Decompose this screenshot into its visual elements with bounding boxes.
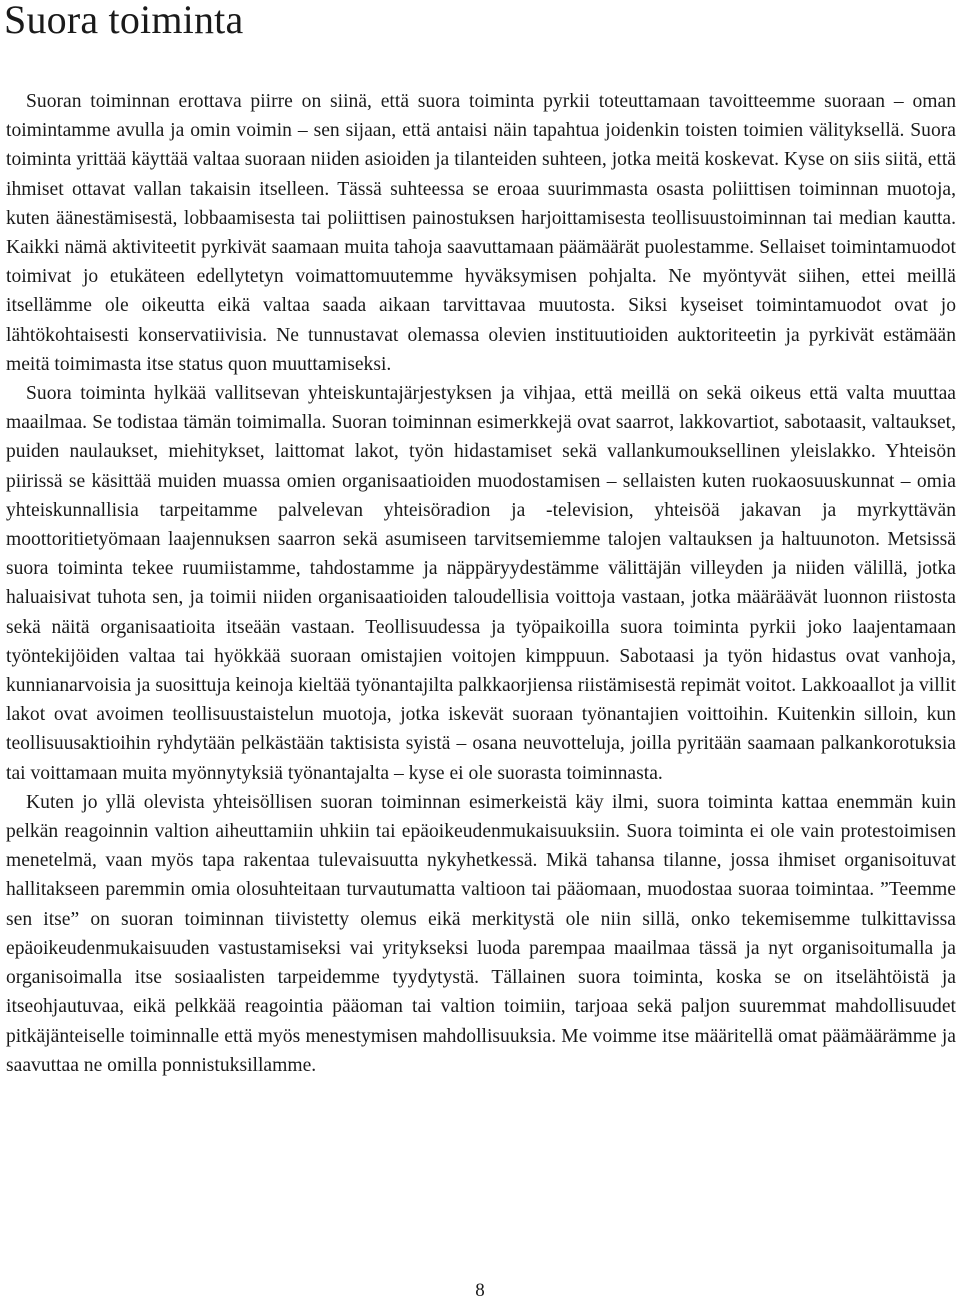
- paragraph: Suoran toiminnan erottava piirre on siinä, että suora toiminta pyrkii toteuttamaan tavoitteemme suoraan – oman toimintamme avulla ja omin voimin – sen sijaan, että antaisi näin tapahtua joidenkin toisten toimien välityksellä. Suora toiminta yrittää käyttää valtaa suoraan niiden asioiden ja tilanteiden suhteen, jotka meitä koskevat. Kyse on siis siitä, että ihmiset ottavat vallan takaisin itselleen. Tässä suhteessa se eroaa suurimmasta osasta poliittisen toiminnan muotoja, kuten äänestämisestä, lobbaamisesta tai poliittisen painostuksen harjoittamisesta teollisuustoiminnan tai median kautta. Kaikki nämä aktiviteetit pyrkivät saamaan muita tahoja saavuttamaan päämäärät puolestamme. Sellaiset toimintamuodot toimivat jo etukäteen edellytetyn voimattomuutemme hyväksymisen pohjalta. Ne myöntyvät siihen, ettei meillä itsellämme ole oikeutta eikä valtaa saada aikaan tarvittavaa muutosta. Siksi kyseiset toimintamuodot ovat jo lähtökohtaisesti konservatiivisia. Ne tunnustavat olemassa olevien instituutioiden auktoriteetin ja pyrkivät estämään meitä toimimasta itse status quon muuttamiseksi.: [6, 91, 956, 375]
- paragraph: Suora toiminta hylkää vallitsevan yhteiskuntajärjestyksen ja vihjaa, että meillä on sekä oikeus että valta muuttaa maailmaa. Se todistaa tämän toimimalla. Suoran toiminnan esimerkkejä ovat saarrot, lakkovartiot, sabotaasit, valtaukset, puiden naulaukset, miehitykset, laittomat lakot, työn hidastamiset sekä vallankumouksellinen yleislakko. Yhteisön piirissä se käsittää muiden muassa omien organisaatioiden muodostamisen – sellaisten kuten ruokaosuuskunnat – omia yhteiskunnallisia tarpeitamme palvelevan yhteisöradion ja -television, yhteisöä jakavan ja myrkyttävän moottoritietyömaan laajennuksen saarron sekä asumiseen tarvitsemiemme talojen valtauksen ja haltuunoton. Metsissä suora toiminta tekee ruumiistamme, tahdostamme ja näppäryydestämme välittäjän villeyden ja niiden välillä, jotka haluaisivat tuhota sen, ja toimii niiden organisaatioiden taloudellisia voittoja vastaan, jotka määräävät luonnon riistosta sekä näitä organisaatioita itseään vastaan. Teollisuudessa ja työpaikoilla suora toiminta pyrkii joko laajentamaan työntekijöiden valtaa tai hyökkää suoraan omistajien voitojen kimppuun. Sabotaasi ja työn hidastus ovat vanhoja, kunnianarvoisia ja suosittuja keinoja kieltää työnantajilta palkkaorjiensa riistämisestä repimät voitot. Lakkoaallot ja villit lakot ovat avoimen teollisuustaistelun muotoja, jotka iskevät suoraan työnantajien voittoihin. Kuitenkin silloin, kun teollisuusaktioihin ryhdytään pelkästään taktisista syistä – osana neuvotteluja, joilla pyritään saamaan palkankorotuksia tai voittamaan muita myönnytyksiä työnantajalta – kyse ei ole suorasta toiminnasta.: [6, 383, 956, 784]
- paragraph: Kuten jo yllä olevista yhteisöllisen suoran toiminnan esimerkeistä käy ilmi, suora toiminta kattaa enemmän kuin pelkän reagoinnin valtion aiheuttamiin uhkiin tai epäoikeudenmukaisuuksiin. Suora toiminta ei ole vain protestoimisen menetelmä, vaan myös tapa rakentaa tulevaisuutta nykyhetkessä. Mikä tahansa tilanne, jossa ihmiset organisoituvat hallitakseen paremmin omia olosuhteitaan turvautumatta valtioon tai pääomaan, muodostaa suoraa toimintaa. ”Teemme sen itse” on suoran toiminnan tiivistetty olemus eikä merkitystä ole niin sillä, onko tekemisemme tulkittavissa epäoikeudenmukaisuuden vastustamiseksi vai yritykseksi luoda parempaa maailmaa tässä ja nyt organisoitumalla ja organisoimalla itse sosiaalisten tarpeidemme tyydytystä. Tällainen suora toiminta, koska se on itselähtöistä ja itseohjautuvaa, eikä pelkkää reagointia pääoman tai valtion toimiin, tarjoaa sekä paljon suuremmat mahdollisuudet pitkäjänteiselle toiminnalle että myös menestymisen mahdollisuuksia. Me voimme itse määritellä omat päämäärämme ja saavuttaa ne omilla ponnistuksillamme.: [6, 791, 956, 1076]
- page-number: 8: [475, 1280, 485, 1301]
- body-text: [6, 87, 956, 1080]
- page-title: Suora toiminta: [4, 0, 244, 42]
